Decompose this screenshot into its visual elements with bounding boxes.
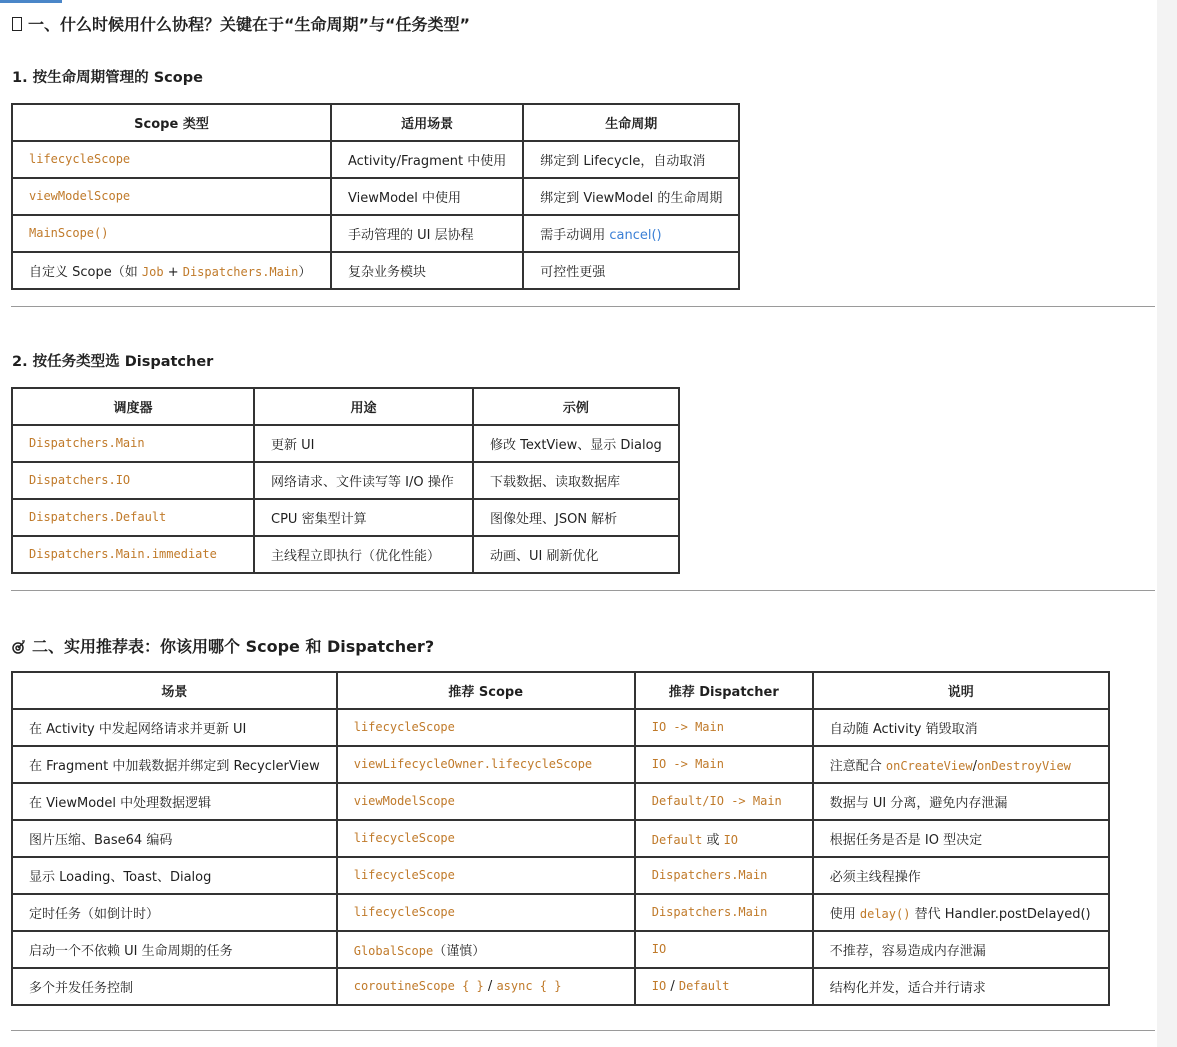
code-span: Job xyxy=(141,265,164,279)
code-span: Dispatchers.Main xyxy=(29,436,145,450)
cell-text: + xyxy=(163,265,183,280)
col-header: 适用场景 xyxy=(331,104,523,141)
code-span: Dispatchers.IO xyxy=(29,473,131,487)
code-span: IO xyxy=(651,979,667,993)
cell-text: 需手动调用 xyxy=(540,228,610,243)
table-cell: 绑定到 Lifecycle，自动取消 xyxy=(523,141,739,178)
table-cell: 修改 TextView、显示 Dialog xyxy=(473,425,679,462)
target-icon xyxy=(12,640,26,654)
col-header: 推荐 Scope xyxy=(337,672,635,709)
table-cell: 在 Activity 中发起网络请求并更新 UI xyxy=(12,709,337,746)
code-span: GlobalScope xyxy=(353,944,434,958)
table-cell: 主线程立即执行（优化性能） xyxy=(254,536,473,573)
table-cell: 图像处理、JSON 解析 xyxy=(473,499,679,536)
code-span: Default xyxy=(651,833,703,847)
scrollbar-track[interactable] xyxy=(1157,0,1177,1047)
table-row xyxy=(12,252,739,289)
table-row xyxy=(12,709,1109,746)
cell-text: ） xyxy=(298,265,312,280)
placeholder-glyph-icon xyxy=(12,17,22,31)
table-cell: 网络请求、文件读写等 I/O 操作 xyxy=(254,462,473,499)
table-cell xyxy=(337,931,635,968)
code-span: viewModelScope xyxy=(29,189,131,203)
cell-text: 使用 xyxy=(829,907,860,922)
code-span: Dispatchers.Main xyxy=(651,868,768,882)
divider xyxy=(11,1030,1155,1031)
code-span: delay() xyxy=(859,907,911,921)
table-row xyxy=(12,141,739,178)
table-cell: 动画、UI 刷新优化 xyxy=(473,536,679,573)
code-span: Default xyxy=(678,979,730,993)
table-cell xyxy=(12,252,331,289)
cell-text: / xyxy=(972,759,977,774)
recommendation-table xyxy=(11,671,1110,1006)
code-span: IO -> Main xyxy=(651,757,724,771)
scope-table xyxy=(11,103,740,290)
table-row xyxy=(12,894,1109,931)
code-span: viewModelScope xyxy=(353,794,455,808)
table-row xyxy=(12,425,679,462)
sub1-heading: 1. 按生命周期管理的 Scope xyxy=(12,70,203,86)
code-span: IO -> Main xyxy=(651,720,724,734)
code-span: Dispatchers.Main xyxy=(182,265,299,279)
table-cell: ViewModel 中使用 xyxy=(331,178,523,215)
table-cell xyxy=(523,215,739,252)
table-cell: 根据任务是否是 IO 型决定 xyxy=(813,820,1109,857)
col-header: 推荐 Dispatcher xyxy=(635,672,813,709)
table-header-row xyxy=(12,104,739,141)
sub2-heading: 2. 按任务类型选 Dispatcher xyxy=(12,354,214,370)
code-span: Dispatchers.Main.immediate xyxy=(29,547,217,561)
table-row xyxy=(12,536,679,573)
col-header: 用途 xyxy=(254,388,473,425)
code-span: onDestroyView xyxy=(976,759,1071,773)
table-cell: 绑定到 ViewModel 的生命周期 xyxy=(523,178,739,215)
table-cell: 必须主线程操作 xyxy=(813,857,1109,894)
cell-text: 自定义 Scope（如 xyxy=(29,265,142,280)
code-span: IO xyxy=(651,942,667,956)
col-header: 场景 xyxy=(12,672,337,709)
cell-text: / xyxy=(483,979,497,994)
table-cell: 复杂业务模块 xyxy=(331,252,523,289)
table-cell: 不推荐，容易造成内存泄漏 xyxy=(813,931,1109,968)
cancel-link[interactable]: cancel() xyxy=(609,228,662,243)
table-cell: 可控性更强 xyxy=(523,252,739,289)
code-span: MainScope() xyxy=(29,226,109,240)
col-header: 说明 xyxy=(813,672,1109,709)
code-span: lifecycleScope xyxy=(353,905,455,919)
table-cell: Activity/Fragment 中使用 xyxy=(331,141,523,178)
table-cell: 在 Fragment 中加载数据并绑定到 RecyclerView xyxy=(12,746,337,783)
table-cell: 多个并发任务控制 xyxy=(12,968,337,1005)
code-span: lifecycleScope xyxy=(353,720,455,734)
table-cell: 在 ViewModel 中处理数据逻辑 xyxy=(12,783,337,820)
table-row xyxy=(12,499,679,536)
cell-text: 替代 Handler.postDelayed() xyxy=(910,907,1091,922)
table-row xyxy=(12,931,1109,968)
table-header-row xyxy=(12,388,679,425)
code-span: coroutineScope { } xyxy=(353,979,484,993)
table-cell xyxy=(635,820,813,857)
table-cell xyxy=(813,746,1109,783)
col-header: 调度器 xyxy=(12,388,254,425)
dispatcher-table xyxy=(11,387,680,574)
cell-text: 或 xyxy=(702,833,724,848)
table-cell: 定时任务（如倒计时） xyxy=(12,894,337,931)
table-cell: 启动一个不依赖 UI 生命周期的任务 xyxy=(12,931,337,968)
code-span: async { } xyxy=(496,979,562,993)
divider xyxy=(11,590,1155,591)
top-accent-bar xyxy=(0,0,62,3)
code-span: Default/IO -> Main xyxy=(651,794,782,808)
table-cell: 手动管理的 UI 层协程 xyxy=(331,215,523,252)
table-cell: 数据与 UI 分离，避免内存泄漏 xyxy=(813,783,1109,820)
table-row xyxy=(12,462,679,499)
col-header: 示例 xyxy=(473,388,679,425)
section1-heading: 一、什么时候用什么协程？关键在于“生命周期”与“任务类型” xyxy=(12,12,470,35)
table-cell: 更新 UI xyxy=(254,425,473,462)
table-row xyxy=(12,746,1109,783)
code-span: IO xyxy=(723,833,739,847)
col-header: Scope 类型 xyxy=(12,104,331,141)
table-row xyxy=(12,968,1109,1005)
table-cell xyxy=(635,968,813,1005)
table-cell: 显示 Loading、Toast、Dialog xyxy=(12,857,337,894)
code-span: lifecycleScope xyxy=(353,831,455,845)
cell-text: 注意配合 xyxy=(829,759,886,774)
col-header: 生命周期 xyxy=(523,104,739,141)
table-row xyxy=(12,783,1109,820)
table-row xyxy=(12,820,1109,857)
code-span: Dispatchers.Default xyxy=(29,510,167,524)
table-cell: 结构化并发，适合并行请求 xyxy=(813,968,1109,1005)
divider xyxy=(11,306,1155,307)
table-cell: 下载数据、读取数据库 xyxy=(473,462,679,499)
code-span: onCreateView xyxy=(885,759,973,773)
table-cell xyxy=(813,894,1109,931)
code-span: lifecycleScope xyxy=(29,152,131,166)
table-cell xyxy=(337,968,635,1005)
table-row xyxy=(12,857,1109,894)
table-cell: CPU 密集型计算 xyxy=(254,499,473,536)
section2-heading: 二、实用推荐表：你该用哪个 Scope 和 Dispatcher? xyxy=(12,634,434,657)
cell-text: （谨慎） xyxy=(433,944,486,959)
code-span: Dispatchers.Main xyxy=(651,905,768,919)
cell-text: / xyxy=(666,979,679,994)
table-cell: 自动随 Activity 销毁取消 xyxy=(813,709,1109,746)
table-cell: 图片压缩、Base64 编码 xyxy=(12,820,337,857)
table-row xyxy=(12,215,739,252)
table-row xyxy=(12,178,739,215)
table-header-row xyxy=(12,672,1109,709)
code-span: lifecycleScope xyxy=(353,868,455,882)
code-span: viewLifecycleOwner.lifecycleScope xyxy=(353,757,593,771)
